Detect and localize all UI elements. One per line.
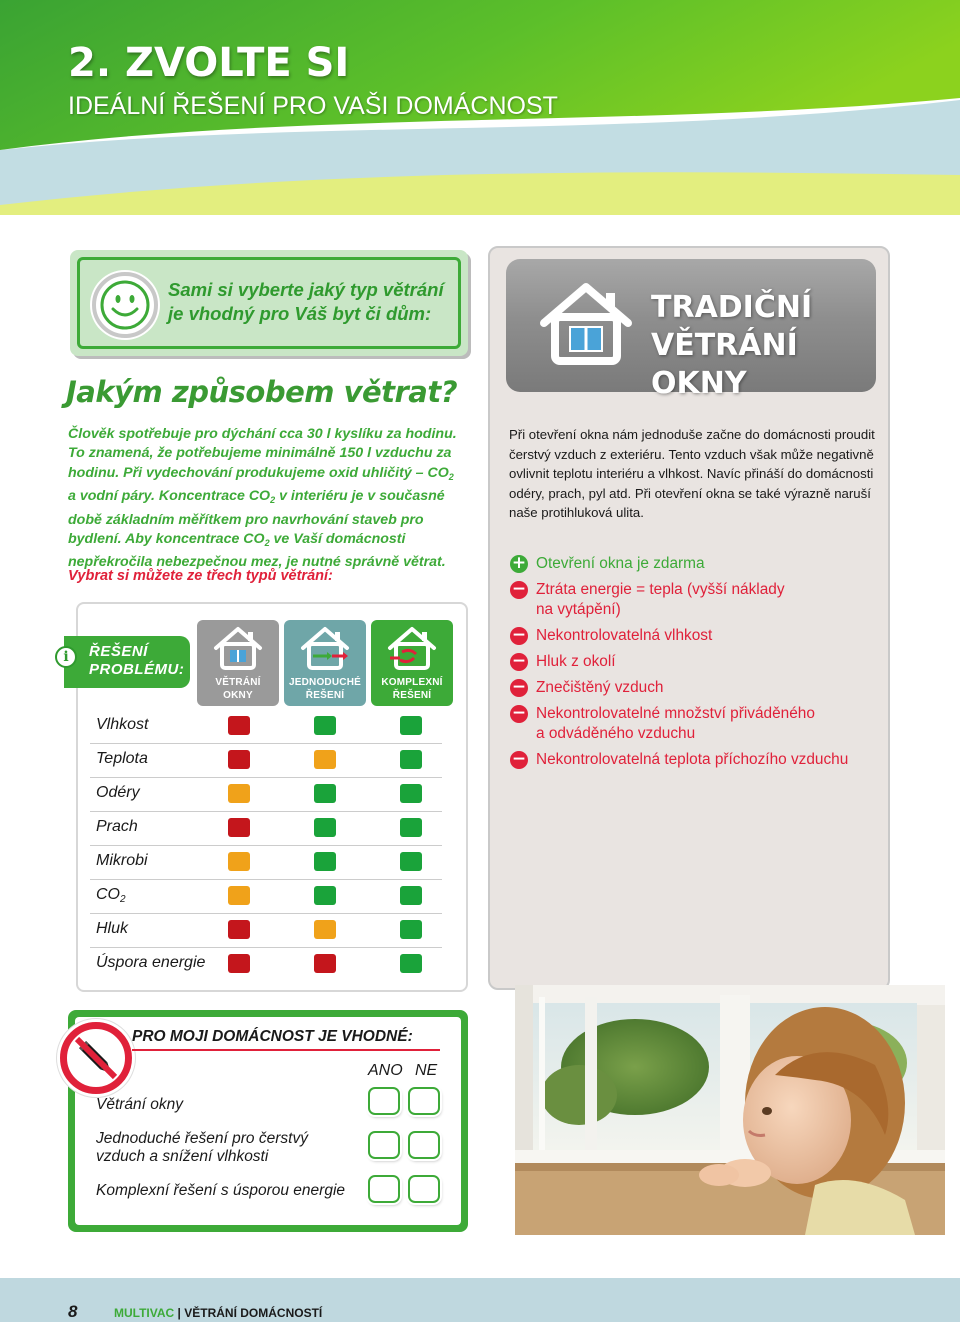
page-number: 8 [68, 1302, 78, 1321]
rating-square-green [400, 716, 422, 735]
row-label-text: Úspora energie [96, 954, 206, 971]
row-label [96, 954, 205, 972]
checklist-divider [132, 1049, 440, 1051]
row-divider [90, 845, 442, 846]
intro-box-frame [77, 257, 461, 349]
row-label [96, 920, 128, 938]
row-label-text: Mikrobi [96, 852, 148, 869]
minus-icon: − [511, 749, 527, 769]
checkbox-simple-no[interactable] [408, 1131, 440, 1159]
checkbox-complex-yes[interactable] [368, 1175, 400, 1203]
body-sub-2: 2 [270, 495, 276, 506]
row-label [96, 784, 140, 802]
rating-square-green [314, 886, 336, 905]
info-icon: i [55, 646, 77, 668]
minus-icon: − [511, 625, 527, 645]
table-label: ŘEŠENÍ PROBLÉMU: [64, 636, 190, 688]
minus-icon: − [511, 579, 527, 599]
con-text: Hluk z okolí [536, 653, 616, 670]
rating-square-green [400, 920, 422, 939]
minus-icon: − [511, 677, 527, 697]
rating-square-red [228, 920, 250, 939]
row-label [96, 852, 148, 870]
intro-box [70, 250, 468, 356]
row-label [96, 716, 148, 734]
choose-text: Vybrat si můžete ze třech typů větrání: [68, 568, 333, 584]
minus-icon: − [511, 703, 527, 723]
rating-square-green [314, 784, 336, 803]
row-label [96, 750, 148, 768]
row-divider [90, 913, 442, 914]
row-label-sub: 2 [120, 894, 126, 905]
row-label-text: Prach [96, 818, 138, 835]
row-divider [90, 947, 442, 948]
rating-square-orange [314, 920, 336, 939]
con-text: Nekontrolovatelná vlhkost [536, 627, 713, 644]
rating-square-green [400, 954, 422, 973]
body-paragraph [68, 425, 463, 573]
row-label-text: CO [96, 886, 120, 903]
brand-name: MULTIVAC [114, 1306, 175, 1320]
section-name: | VĚTRÁNÍ DOMÁCNOSTÍ [174, 1306, 323, 1320]
body-sub-3: 2 [264, 538, 270, 549]
header-band [0, 0, 960, 215]
rating-square-red [228, 818, 250, 837]
house-window-icon [538, 281, 634, 367]
column-label-windows: VĚTRÁNÍ OKNY [215, 677, 261, 701]
column-label-complex: KOMPLEXNÍ ŘEŠENÍ [381, 677, 443, 701]
no-header: NE [415, 1062, 438, 1079]
row-label [96, 886, 126, 905]
con-text: Nekontrolovatelná teplota příchozího vzduchu [536, 751, 849, 768]
rating-square-red [228, 750, 250, 769]
column-header-complex [371, 620, 453, 706]
row-label-text: Teplota [96, 750, 148, 767]
checkbox-windows-no[interactable] [408, 1087, 440, 1115]
house-window-icon [212, 624, 264, 674]
yes-header: ANO [368, 1062, 403, 1079]
rating-square-red [228, 954, 250, 973]
photo-child-at-window [515, 985, 945, 1235]
house-arrow-icon [299, 624, 351, 674]
rating-square-green [314, 852, 336, 871]
column-label-simple: JEDNODUCHÉ ŘEŠENÍ [288, 677, 361, 701]
checkbox-complex-no[interactable] [408, 1175, 440, 1203]
body-part-2: a vodní páry. Koncentrace CO [68, 488, 271, 505]
con-text: Nekontrolovatelné množství přiváděného a odváděného vzduchu [536, 705, 815, 742]
con-text: Ztráta energie = tepla (vyšší náklady na vytápění) [536, 581, 785, 618]
checkbox-simple-yes[interactable] [368, 1131, 400, 1159]
rating-square-orange [228, 784, 250, 803]
row-divider [90, 777, 442, 778]
right-panel-header [506, 259, 876, 401]
rating-square-green [314, 818, 336, 837]
body-part-1: Člověk spotřebuje pro dýchání cca 30 l kyslíku za hodinu. To znamená, že potřebujeme minimálně 150 l vzduchu za hodinu. Při vydechování produkujeme oxid uhličitý – CO [68, 426, 457, 481]
row-label-text: Vlhkost [96, 716, 149, 733]
option-label-simple: Jednoduché řešení pro čerstvý vzduch a snížení vlhkosti [96, 1130, 308, 1165]
pro-text: Otevření okna je zdarma [536, 555, 705, 572]
checkbox-windows-yes[interactable] [368, 1087, 400, 1115]
checklist-title: PRO MOJI DOMÁCNOST JE VHODNÉ: [132, 1028, 413, 1045]
minus-icon: − [511, 651, 527, 671]
rating-square-green [400, 818, 422, 837]
footer-brand [114, 1306, 322, 1320]
column-header-simple [284, 620, 366, 706]
rating-square-green [400, 784, 422, 803]
page-subtitle: IDEÁLNÍ ŘEŠENÍ PRO VAŠI DOMÁCNOST [68, 92, 558, 120]
rating-square-red [228, 716, 250, 735]
option-label-complex: Komplexní řešení s úsporou energie [96, 1182, 346, 1199]
pencil-prohibited-icon [60, 1022, 132, 1094]
body-part-4: ve Vaší domácnosti nepřekročila nebezpečnou mez, je nutné správně větrat. [68, 531, 446, 571]
rating-square-green [400, 852, 422, 871]
row-label-text: Odéry [96, 784, 140, 801]
plus-icon: + [511, 553, 527, 573]
rating-square-green [400, 886, 422, 905]
row-divider [90, 743, 442, 744]
right-panel-title: TRADIČNÍ VĚTRÁNÍ OKNY [651, 290, 813, 401]
rating-square-green [400, 750, 422, 769]
body-sub-1: 2 [448, 471, 454, 482]
row-divider [90, 879, 442, 880]
option-label-windows: Větrání okny [96, 1096, 184, 1113]
column-header-windows [197, 620, 279, 706]
section-question: Jakým způsobem větrat? [66, 375, 458, 409]
body-part-3: v interiéru je v současné době základním měřítkem pro navrhování staveb pro bydlení. Aby koncentrace CO [68, 488, 445, 548]
rating-square-orange [228, 852, 250, 871]
rating-square-red [314, 954, 336, 973]
row-label-text: Hluk [96, 920, 129, 937]
rating-square-orange [228, 886, 250, 905]
row-label [96, 818, 138, 836]
right-panel-description: Při otevření okna nám jednoduše začne do domácnosti proudit čerstvý vzduch z exteriéru. Tento vzduch však může negativně ovlivnit teplotu interiéru a vlhkost. Navíc přináší do domácnosti odéry, prach, pyl atd. Při otevření okna se také výrazně naruší naše protihluková ulita. [509, 427, 875, 520]
rating-square-orange [314, 750, 336, 769]
intro-text: Sami si vyberte jaký typ větrání je vhodný pro Váš byt či dům: [168, 279, 444, 324]
con-text: Znečištěný vzduch [536, 679, 664, 696]
row-divider [90, 811, 442, 812]
house-recuperation-icon [386, 624, 438, 674]
smiley-icon [92, 272, 158, 338]
page-title: 2. ZVOLTE SI [68, 40, 350, 86]
rating-square-green [314, 716, 336, 735]
